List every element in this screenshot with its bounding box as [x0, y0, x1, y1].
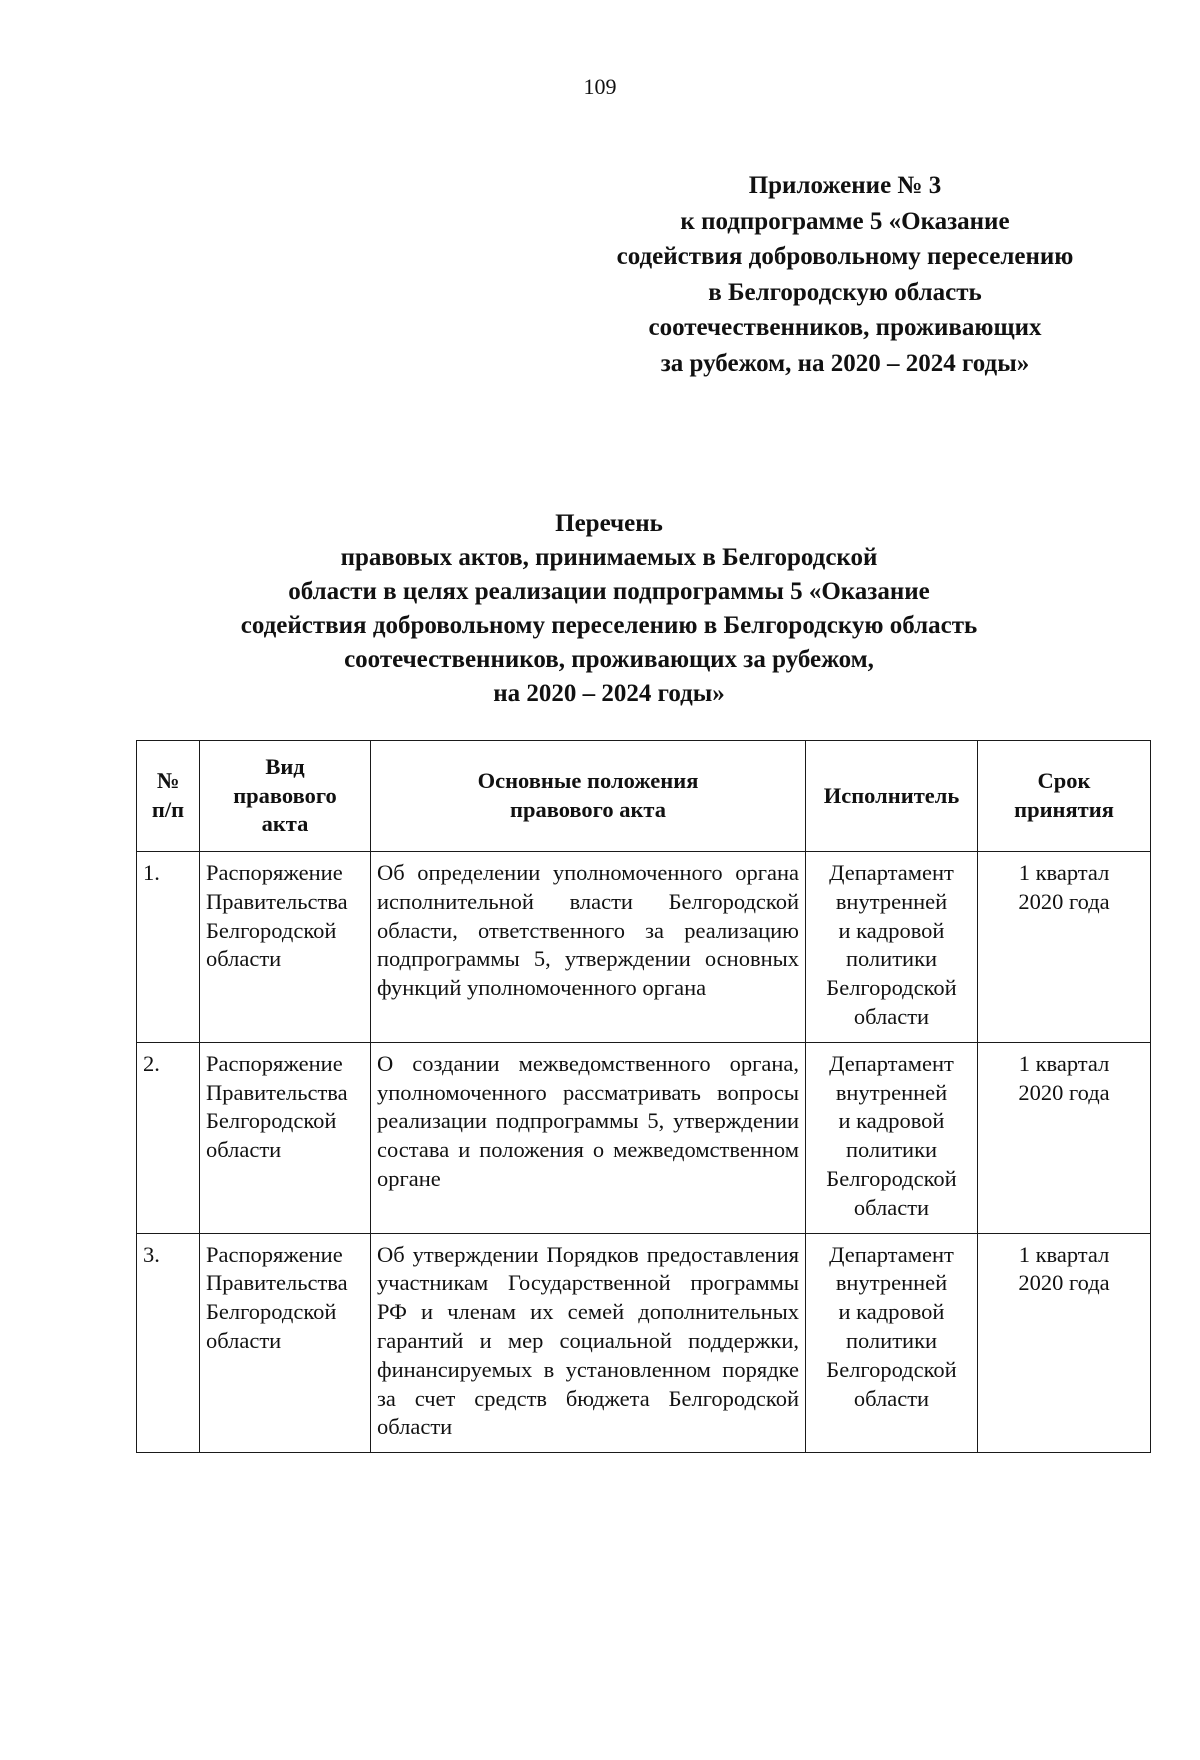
- appendix-line: содействия добровольному переселению: [616, 243, 1074, 270]
- row-act-type: Распоряжение Правительства Белгородской области: [200, 1042, 371, 1233]
- row-adoption-term: 1 квартал 2020 года: [978, 1233, 1151, 1453]
- appendix-line: к подпрограмме 5 «Оказание: [680, 207, 1010, 235]
- header-act-type: Вид правового акта: [200, 741, 371, 852]
- table-header-row: [137, 741, 1151, 852]
- title-line: Перечень: [555, 510, 663, 537]
- row-main-provisions: Об определении уполномоченного органа исполнительной власти Белгородской области, ответственного за реализацию подпрограммы 5, утверждении основных функций уполномоченного органа: [371, 852, 806, 1043]
- row-executor: Департамент внутренней и кадровой политики Белгородской области: [806, 1233, 978, 1453]
- appendix-line: за рубежом, на 2020 – 2024 годы»: [660, 349, 1030, 377]
- row-main-provisions: Об утверждении Порядков предоставления участникам Государственной программы РФ и членам их семей дополнительных гарантий и мер социальной поддержки, финансируемых в установленном порядке за счет средств бюджета Белгородской области: [371, 1233, 806, 1453]
- row-executor: Департамент внутренней и кадровой политики Белгородской области: [806, 852, 978, 1043]
- row-number: 3.: [137, 1233, 200, 1453]
- appendix-line: Приложение № 3: [748, 172, 942, 199]
- header-main-provisions: Основные положения правового акта: [371, 741, 806, 852]
- legal-acts-table: [136, 740, 1151, 1453]
- row-main-provisions: О создании межведомственного органа, уполномоченного рассматривать вопросы реализации подпрограммы 5, утверждении состава и положения о межведомственном органе: [371, 1042, 806, 1233]
- table-row: [137, 1233, 1151, 1453]
- page-number: 109: [583, 74, 617, 99]
- row-adoption-term: 1 квартал 2020 года: [978, 852, 1151, 1043]
- header-executor: Исполнитель: [806, 741, 978, 852]
- title-line: области в целях реализации подпрограммы 5 «Оказание: [288, 578, 930, 605]
- row-number: 2.: [137, 1042, 200, 1233]
- document-title: [0, 507, 1200, 711]
- appendix-header: [560, 168, 1130, 381]
- row-number: 1.: [137, 852, 200, 1043]
- row-act-type: Распоряжение Правительства Белгородской области: [200, 1233, 371, 1453]
- row-executor: Департамент внутренней и кадровой политики Белгородской области: [806, 1042, 978, 1233]
- header-number: № п/п: [137, 741, 200, 852]
- title-line: правовых актов, принимаемых в Белгородской: [340, 544, 878, 571]
- title-line: содействия добровольному переселению в Белгородскую область: [240, 612, 978, 639]
- row-adoption-term: 1 квартал 2020 года: [978, 1042, 1151, 1233]
- title-line: соотечественников, проживающих за рубежом,: [344, 646, 874, 673]
- header-adoption-term: Срок принятия: [978, 741, 1151, 852]
- appendix-line: соотечественников, проживающих: [648, 314, 1042, 341]
- appendix-line: в Белгородскую область: [708, 278, 982, 306]
- title-line: на 2020 – 2024 годы»: [493, 680, 725, 707]
- row-act-type: Распоряжение Правительства Белгородской области: [200, 852, 371, 1043]
- table-row: [137, 1042, 1151, 1233]
- table-row: [137, 852, 1151, 1043]
